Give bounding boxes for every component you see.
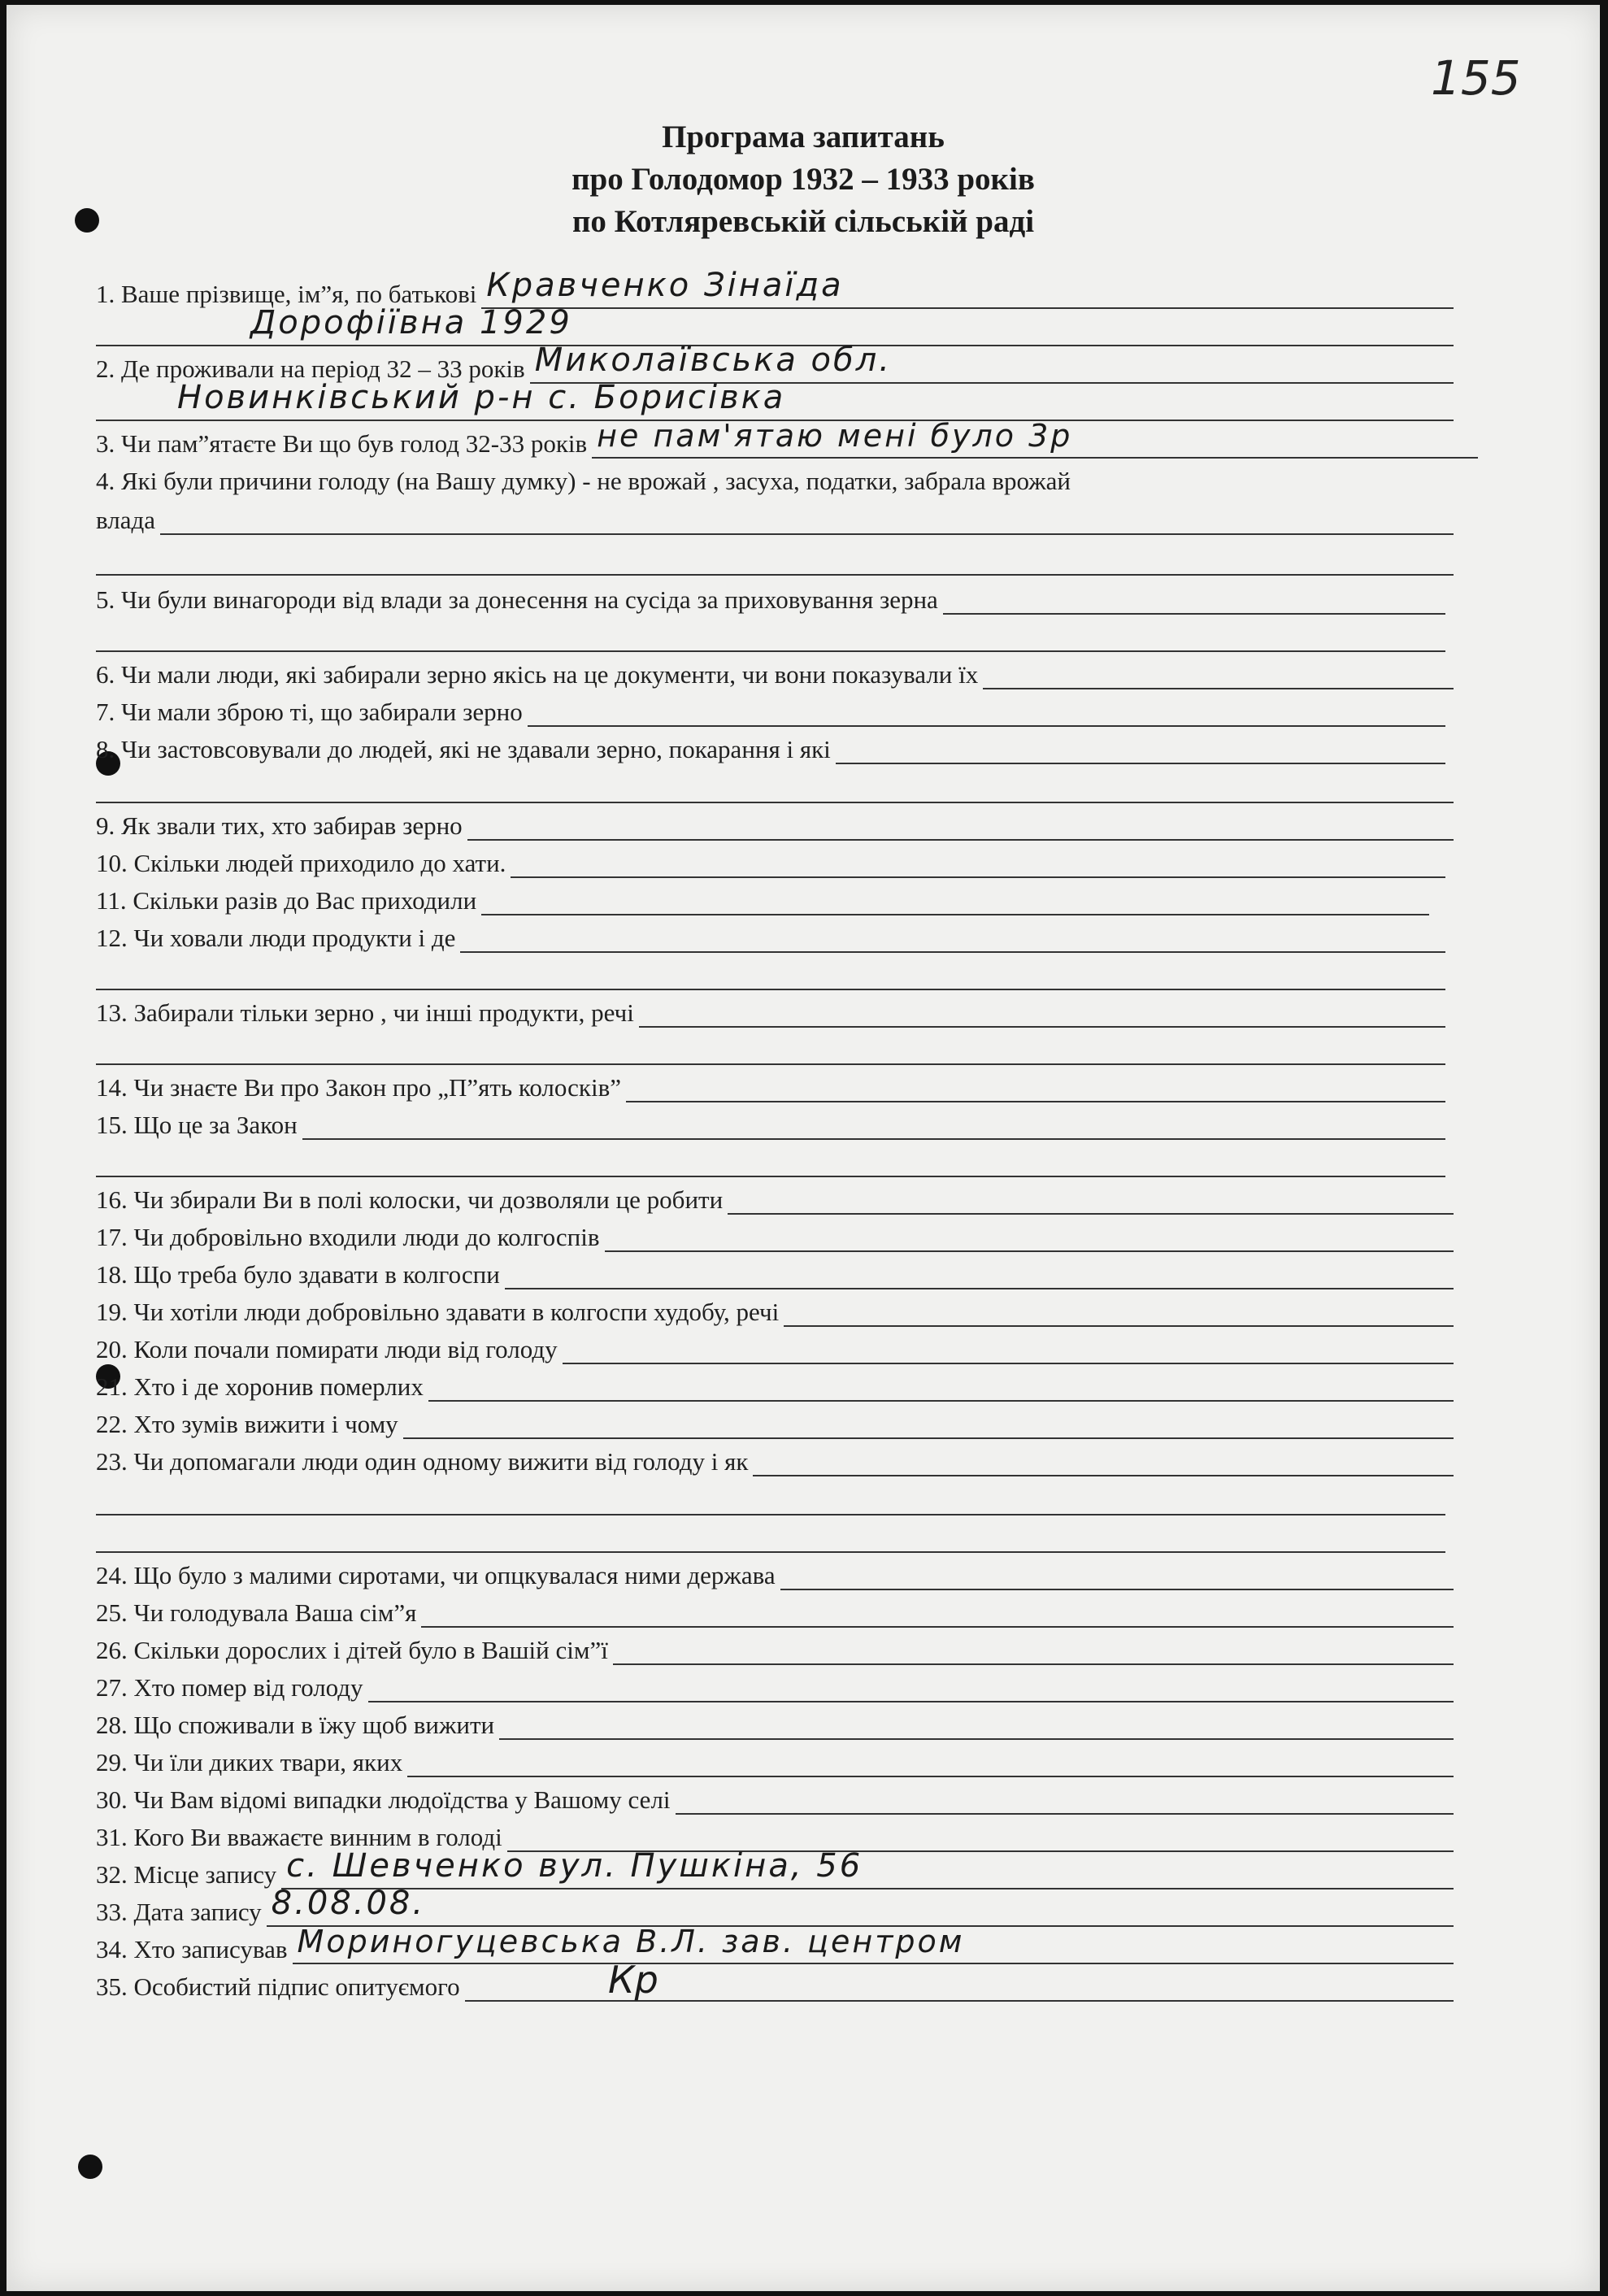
- answer-field[interactable]: [613, 1642, 1454, 1665]
- answer-line[interactable]: [96, 1514, 1445, 1515]
- answer-field[interactable]: [499, 1717, 1454, 1740]
- question-label: 32. Місце запису: [96, 1860, 277, 1889]
- answer-field[interactable]: [563, 1342, 1454, 1364]
- answer-field[interactable]: [281, 1847, 1454, 1889]
- document-page: [7, 5, 1600, 2291]
- question-label: 25. Чи голодувала Ваша сім”я: [96, 1598, 417, 1627]
- answer-field[interactable]: [403, 1416, 1454, 1439]
- question-row: [96, 1670, 1454, 1702]
- form-title-line-2: про Голодомор 1932 – 1933 років: [571, 162, 1035, 197]
- question-label: 29. Чи їли диких твари, яких: [96, 1748, 403, 1776]
- question-row: [96, 1444, 1454, 1476]
- question-label: 24. Що було з малими сиротами, чи опцкувалася ними держава: [96, 1561, 776, 1589]
- answer-field[interactable]: [505, 1267, 1454, 1289]
- answer-field[interactable]: [676, 1792, 1454, 1815]
- question-row: [96, 883, 1429, 915]
- question-row: [96, 1407, 1454, 1439]
- question-label: 4. Які були причини голоду (на Вашу думку) - не врожай , засуха, податки, забрала врожай: [96, 467, 1071, 495]
- question-label: 22. Хто зумів вижити і чому: [96, 1410, 398, 1438]
- question-row: [96, 920, 1445, 953]
- question-label: 8. Чи застовсовували до людей, які не здавали зерно, покарання і які: [96, 735, 831, 763]
- handwritten-answer: не пам'ятаю мені було 3р: [597, 418, 1073, 454]
- answer-field[interactable]: [753, 1454, 1454, 1476]
- answer-field[interactable]: [836, 741, 1445, 764]
- handwritten-answer: Дорофіївна 1929: [250, 304, 572, 341]
- question-row: [96, 1885, 1454, 1927]
- question-row: [96, 1369, 1454, 1402]
- question-row: [96, 1558, 1454, 1590]
- question-row: [96, 1782, 1454, 1815]
- question-row: [96, 1633, 1454, 1665]
- question-row: [96, 1220, 1454, 1252]
- question-row: [96, 1924, 1454, 1964]
- question-label: 21. Хто і де хоронив померлих: [96, 1372, 424, 1401]
- question-row: [96, 846, 1445, 878]
- handwritten-answer: Мориногуцевська В.Л. зав. центром: [297, 1924, 965, 1959]
- answer-line[interactable]: [96, 989, 1445, 990]
- handwritten-answer: Кравченко Зінаїда: [486, 267, 844, 304]
- handwritten-answer: Миколаївська обл.: [534, 341, 892, 379]
- answer-line[interactable]: [96, 1176, 1445, 1177]
- answer-field[interactable]: [592, 418, 1478, 459]
- form-title-line-1: Програма запитань: [662, 120, 945, 154]
- answer-field[interactable]: [467, 818, 1454, 841]
- handwritten-answer: 8.08.08.: [271, 1885, 426, 1922]
- question-row: [96, 1257, 1454, 1289]
- question-label: 30. Чи Вам відомі випадки людоїдства у Вашому селі: [96, 1785, 671, 1814]
- question-label: 17. Чи добровільно входили люди до колгоспів: [96, 1223, 600, 1251]
- answer-field[interactable]: [293, 1924, 1454, 1964]
- answer-line[interactable]: [96, 650, 1445, 652]
- question-label: 26. Скільки дорослих і дітей було в Вашій сім”ї: [96, 1636, 608, 1664]
- answer-field[interactable]: [605, 1229, 1454, 1252]
- question-row: [96, 694, 1445, 727]
- answer-field[interactable]: [368, 1680, 1454, 1702]
- question-label: 1. Ваше прізвище, ім”я, по батькові: [96, 280, 477, 308]
- question-label: 19. Чи хотіли люди добровільно здавати в колгоспи худобу, речі: [96, 1298, 780, 1326]
- question-label: 23. Чи допомагали люди один одному вижити від голоду і як: [96, 1447, 749, 1476]
- answer-field[interactable]: [302, 1117, 1445, 1140]
- question-label: 20. Коли почали помирати люди від голоду: [96, 1335, 558, 1363]
- question-row: [96, 502, 1454, 535]
- answer-field[interactable]: [983, 667, 1454, 689]
- question-label: 31. Кого Ви вважаєте винним в голоді: [96, 1823, 502, 1851]
- question-label: 11. Скільки разів до Вас приходили: [96, 886, 477, 915]
- question-label: 28. Що споживали в їжу щоб вижити: [96, 1711, 495, 1739]
- question-label: 27. Хто помер від голоду: [96, 1673, 363, 1702]
- question-row: [96, 1107, 1445, 1140]
- answer-field[interactable]: [528, 704, 1445, 727]
- question-label: 34. Хто записував: [96, 1935, 288, 1963]
- answer-field[interactable]: [780, 1568, 1454, 1590]
- question-label: 6. Чи мали люди, які забирали зерно якісь на це документи, чи вони показували їх: [96, 660, 979, 689]
- question-label: влада: [96, 506, 155, 534]
- question-row: [96, 463, 1454, 496]
- question-row: [96, 1745, 1454, 1777]
- answer-field[interactable]: [421, 1605, 1454, 1628]
- answer-field[interactable]: [407, 1755, 1454, 1777]
- answer-field[interactable]: [511, 855, 1445, 878]
- question-row: [96, 1707, 1454, 1740]
- question-label: 15. Що це за Закон: [96, 1111, 298, 1139]
- question-row: [96, 418, 1478, 459]
- answer-line[interactable]: [96, 802, 1454, 803]
- question-label: 10. Скільки людей приходило до хати.: [96, 849, 506, 877]
- answer-field[interactable]: [460, 930, 1445, 953]
- punch-hole: [78, 2155, 102, 2179]
- question-label: 18. Що треба було здавати в колгоспи: [96, 1260, 500, 1289]
- question-row: [96, 732, 1445, 764]
- respondent-signature: Кр: [608, 1958, 658, 2002]
- page-number: 155: [1431, 50, 1521, 106]
- question-row: [96, 995, 1445, 1028]
- question-row: [96, 1294, 1454, 1327]
- question-row: [96, 1182, 1454, 1215]
- question-row: [96, 1595, 1454, 1628]
- question-row: [96, 379, 1454, 421]
- question-row: [96, 1070, 1445, 1102]
- answer-field[interactable]: [481, 893, 1429, 915]
- question-row: [96, 657, 1454, 689]
- question-label: 13. Забирали тільки зерно , чи інші продукти, речі: [96, 998, 634, 1027]
- answer-field[interactable]: [481, 267, 1454, 309]
- handwritten-answer: с. Шевченко вул. Пушкіна, 56: [286, 1847, 863, 1885]
- question-label: 5. Чи були винагороди від влади за донесення на сусіда за приховування зерна: [96, 585, 938, 614]
- answer-line[interactable]: [96, 574, 1454, 576]
- question-row: [96, 1969, 1454, 2002]
- question-row: [96, 808, 1454, 841]
- question-label: 7. Чи мали зброю ті, що забирали зерно: [96, 698, 523, 726]
- answer-line[interactable]: [96, 1063, 1445, 1065]
- answer-field[interactable]: [784, 1304, 1454, 1327]
- question-label: 14. Чи знаєте Ви про Закон про „П”ять колосків”: [96, 1073, 622, 1102]
- answer-field[interactable]: [160, 512, 1454, 535]
- question-label: 3. Чи пам”ятаєте Ви що був голод 32-33 років: [96, 429, 588, 458]
- question-label: 2. Де проживали на період 32 – 33 років: [96, 354, 525, 383]
- answer-field[interactable]: [428, 1379, 1454, 1402]
- question-label: 12. Чи ховали люди продукти і де: [96, 924, 456, 952]
- answer-field[interactable]: [639, 1005, 1445, 1028]
- question-label: 9. Як звали тих, хто забирав зерно: [96, 811, 463, 840]
- question-row: [96, 1332, 1454, 1364]
- question-label: 16. Чи збирали Ви в полі колоски, чи дозволяли це робити: [96, 1185, 724, 1214]
- answer-field[interactable]: [943, 592, 1445, 615]
- answer-line[interactable]: [96, 1551, 1445, 1553]
- answer-field[interactable]: [728, 1192, 1454, 1215]
- question-label: 33. Дата запису: [96, 1898, 262, 1926]
- answer-field[interactable]: [626, 1080, 1445, 1102]
- handwritten-answer: Новинківський р-н с. Борисівка: [177, 379, 786, 416]
- question-row: [96, 582, 1445, 615]
- question-label: 35. Особистий підпис опитуємого: [96, 1972, 460, 2001]
- form-title-line-3: по Котляревській сільській раді: [571, 204, 1035, 239]
